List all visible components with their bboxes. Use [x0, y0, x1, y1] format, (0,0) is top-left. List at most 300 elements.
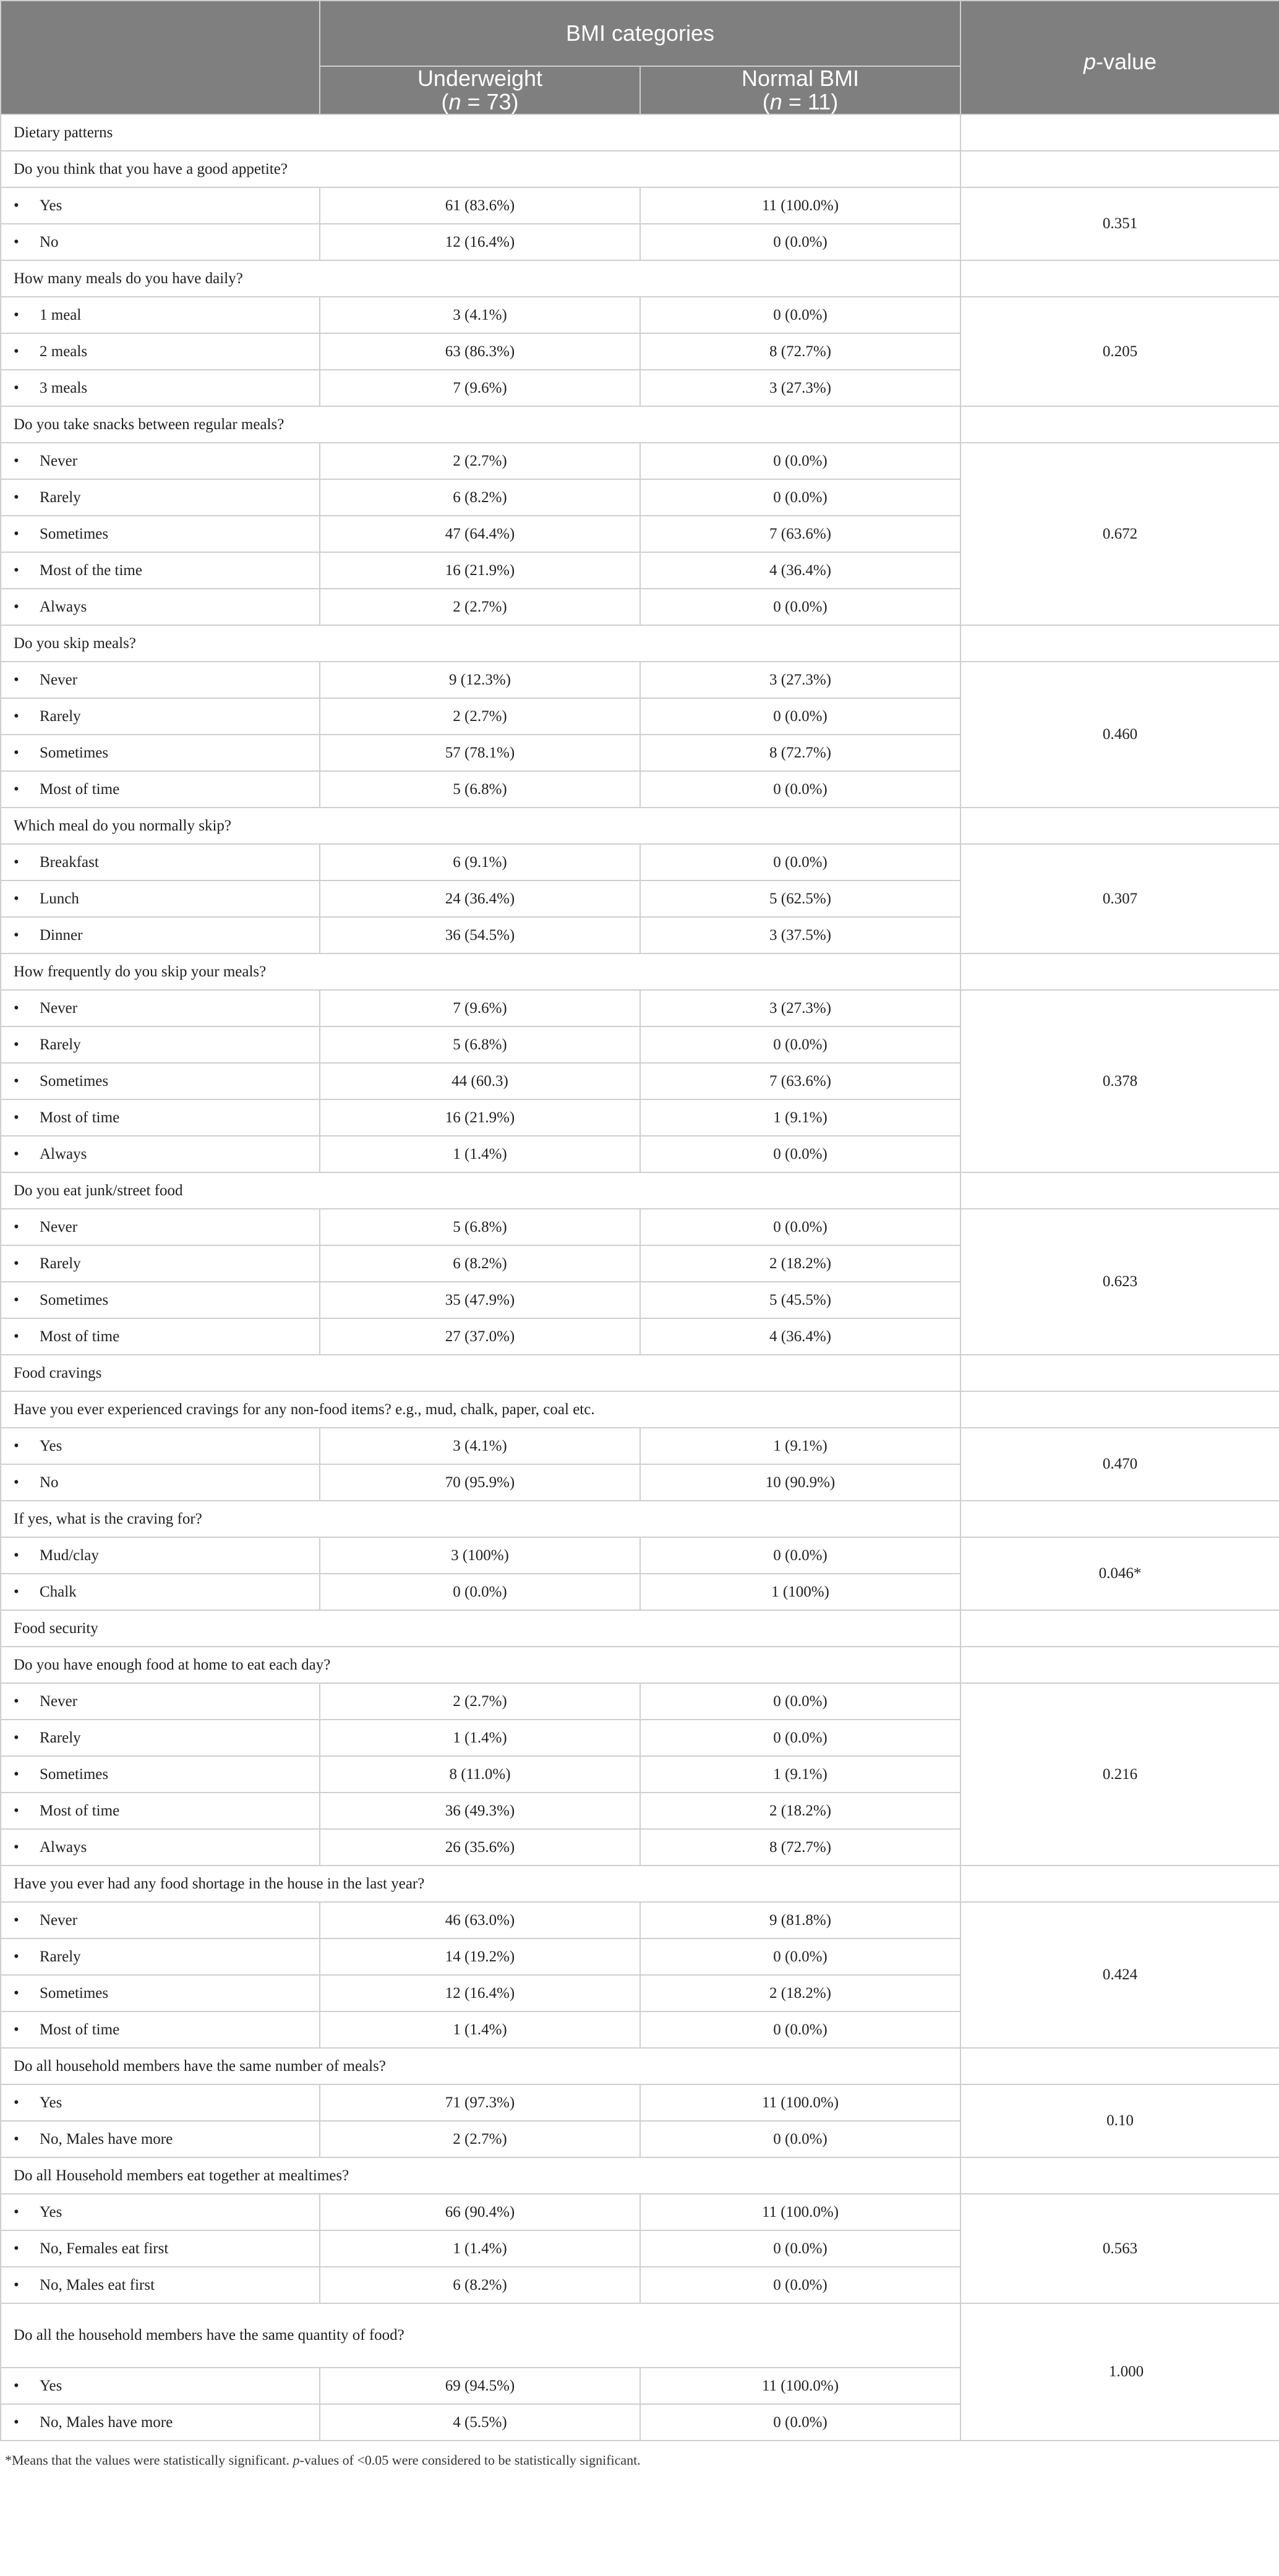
bullet-icon: •	[14, 598, 19, 615]
answer-label: Never	[40, 671, 78, 688]
underweight-value: 16 (21.9%)	[320, 1099, 640, 1136]
answer-label-cell	[1, 2121, 320, 2157]
bullet-icon: •	[14, 1291, 19, 1308]
bullet-icon: •	[14, 452, 19, 469]
footnote-rest: -values of <0.05 were considered to be statistically significant.	[299, 2452, 641, 2468]
normal-bmi-value: 4 (36.4%)	[640, 552, 960, 589]
underweight-value: 2 (2.7%)	[320, 698, 640, 735]
answer-row	[1, 1902, 1279, 1938]
answer-label-cell	[1, 1026, 320, 1063]
question-label: Do you skip meals?	[1, 625, 960, 662]
section-label: Dietary patterns	[1, 114, 960, 151]
bullet-icon: •	[14, 233, 19, 250]
normal-bmi-value: 0 (0.0%)	[640, 2230, 960, 2267]
answer-label: Never	[40, 1911, 78, 1929]
answer-label: Rarely	[40, 1948, 81, 1965]
header-underweight-count: = 73)	[461, 89, 519, 114]
p-value-cell: 0.216	[960, 1683, 1279, 1866]
answer-label: Sometimes	[40, 525, 109, 542]
question-label: How frequently do you skip your meals?	[1, 953, 960, 990]
answer-label-cell	[1, 2011, 320, 2048]
answer-label-cell	[1, 1428, 320, 1464]
question-label: Have you ever had any food shortage in the house in the last year?	[1, 1866, 960, 1902]
question-label: Do all the household members have the same quantity of food?	[1, 2303, 960, 2368]
underweight-value: 1 (1.4%)	[320, 1720, 640, 1756]
answer-label-cell	[1, 479, 320, 516]
answer-label-cell	[1, 1938, 320, 1975]
underweight-value: 1 (1.4%)	[320, 1136, 640, 1172]
empty-p-cell	[960, 151, 1279, 187]
question-row	[1, 1172, 1279, 1209]
answer-label-cell	[1, 370, 320, 406]
answer-label: Rarely	[40, 1255, 81, 1272]
normal-bmi-value: 0 (0.0%)	[640, 2011, 960, 2048]
section-label: Food cravings	[1, 1355, 960, 1391]
normal-bmi-value: 0 (0.0%)	[640, 1938, 960, 1975]
underweight-value: 8 (11.0%)	[320, 1756, 640, 1793]
question-row	[1, 953, 1279, 990]
answer-label: No	[40, 233, 59, 250]
question-row	[1, 1391, 1279, 1428]
empty-p-cell	[960, 1647, 1279, 1683]
answer-label-cell	[1, 443, 320, 479]
answer-label-cell	[1, 1318, 320, 1355]
answer-label: Chalk	[40, 1583, 77, 1600]
answer-label: Sometimes	[40, 1984, 109, 2002]
normal-bmi-value: 5 (62.5%)	[640, 881, 960, 917]
underweight-value: 24 (36.4%)	[320, 881, 640, 917]
normal-bmi-value: 8 (72.7%)	[640, 735, 960, 771]
normal-bmi-value: 0 (0.0%)	[640, 1209, 960, 1245]
bullet-icon: •	[14, 525, 19, 542]
answer-label-cell	[1, 1537, 320, 1574]
answer-label-cell	[1, 1720, 320, 1756]
answer-label-cell	[1, 1099, 320, 1136]
normal-bmi-value: 0 (0.0%)	[640, 589, 960, 625]
answer-row	[1, 443, 1279, 479]
question-label: Do you think that you have a good appetite?	[1, 151, 960, 187]
answer-label-cell	[1, 297, 320, 333]
underweight-value: 9 (12.3%)	[320, 662, 640, 698]
answer-label: Always	[40, 598, 87, 615]
answer-row	[1, 2194, 1279, 2230]
underweight-value: 6 (8.2%)	[320, 2267, 640, 2303]
bullet-icon: •	[14, 1911, 19, 1929]
question-label: Which meal do you normally skip?	[1, 808, 960, 844]
answer-label: Never	[40, 999, 78, 1017]
question-label: Do all Household members eat together at mealtimes?	[1, 2157, 960, 2194]
underweight-value: 16 (21.9%)	[320, 552, 640, 589]
answer-label: Never	[40, 1692, 78, 1710]
bullet-icon: •	[14, 780, 19, 798]
header-underweight-open: (	[441, 89, 449, 114]
underweight-value: 2 (2.7%)	[320, 589, 640, 625]
answer-label: Yes	[40, 2203, 62, 2220]
question-row	[1, 2303, 1279, 2368]
normal-bmi-value: 3 (27.3%)	[640, 370, 960, 406]
answer-row	[1, 844, 1279, 881]
underweight-value: 1 (1.4%)	[320, 2011, 640, 2048]
answer-label-cell	[1, 990, 320, 1026]
underweight-value: 44 (60.3)	[320, 1063, 640, 1099]
question-label: If yes, what is the craving for?	[1, 1501, 960, 1537]
bullet-icon: •	[14, 2130, 19, 2147]
underweight-value: 5 (6.8%)	[320, 1026, 640, 1063]
answer-label-cell	[1, 844, 320, 881]
underweight-value: 2 (2.7%)	[320, 2121, 640, 2157]
normal-bmi-value: 0 (0.0%)	[640, 479, 960, 516]
bullet-icon: •	[14, 1036, 19, 1053]
p-value-cell: 0.470	[960, 1428, 1279, 1501]
p-value-cell: 0.10	[960, 2084, 1279, 2157]
answer-label: Sometimes	[40, 1765, 109, 1783]
bullet-icon: •	[14, 1072, 19, 1090]
underweight-value: 4 (5.5%)	[320, 2404, 640, 2441]
underweight-value: 71 (97.3%)	[320, 2084, 640, 2121]
answer-label-cell	[1, 187, 320, 224]
bullet-icon: •	[14, 1109, 19, 1126]
bullet-icon: •	[14, 2377, 19, 2394]
answer-label-cell	[1, 1464, 320, 1501]
bullet-icon: •	[14, 379, 19, 396]
normal-bmi-value: 1 (9.1%)	[640, 1428, 960, 1464]
bullet-icon: •	[14, 1145, 19, 1162]
underweight-value: 14 (19.2%)	[320, 1938, 640, 1975]
underweight-value: 3 (4.1%)	[320, 1428, 640, 1464]
normal-bmi-value: 2 (18.2%)	[640, 1245, 960, 1282]
underweight-value: 3 (100%)	[320, 1537, 640, 1574]
answer-label: 3 meals	[40, 379, 88, 396]
table-header	[1, 1, 1279, 114]
table-footnote	[0, 2441, 1279, 2468]
normal-bmi-value: 0 (0.0%)	[640, 1537, 960, 1574]
answer-label-cell	[1, 771, 320, 808]
answer-label: Sometimes	[40, 744, 109, 761]
header-normal-count: = 11)	[782, 89, 839, 114]
bullet-icon: •	[14, 1984, 19, 2002]
question-row	[1, 625, 1279, 662]
empty-p-cell	[960, 1866, 1279, 1902]
bullet-icon: •	[14, 2413, 19, 2431]
bullet-icon: •	[14, 1765, 19, 1783]
answer-label-cell	[1, 1136, 320, 1172]
normal-bmi-value: 11 (100.0%)	[640, 2194, 960, 2230]
bullet-icon: •	[14, 1838, 19, 1856]
normal-bmi-value: 11 (100.0%)	[640, 2368, 960, 2404]
bullet-icon: •	[14, 853, 19, 871]
bullet-icon: •	[14, 2021, 19, 2038]
answer-label: No	[40, 1474, 59, 1491]
header-normal-bmi	[640, 66, 960, 114]
answer-row	[1, 297, 1279, 333]
question-row	[1, 406, 1279, 443]
section-label: Food security	[1, 1610, 960, 1647]
underweight-value: 69 (94.5%)	[320, 2368, 640, 2404]
underweight-value: 35 (47.9%)	[320, 1282, 640, 1318]
answer-label: No, Females eat first	[40, 2240, 169, 2257]
answer-label-cell	[1, 881, 320, 917]
normal-bmi-value: 11 (100.0%)	[640, 2084, 960, 2121]
bullet-icon: •	[14, 561, 19, 579]
bullet-icon: •	[14, 488, 19, 506]
answer-label: Sometimes	[40, 1072, 109, 1090]
header-underweight-n: n	[448, 89, 461, 114]
answer-label: Yes	[40, 1437, 62, 1454]
header-bmi-categories: BMI categories	[320, 1, 960, 66]
answer-label-cell	[1, 2230, 320, 2267]
bullet-icon: •	[14, 707, 19, 725]
underweight-value: 12 (16.4%)	[320, 224, 640, 260]
p-value-cell: 0.424	[960, 1902, 1279, 2048]
bullet-icon: •	[14, 2240, 19, 2257]
bullet-icon: •	[14, 1255, 19, 1272]
bullet-icon: •	[14, 197, 19, 214]
normal-bmi-value: 8 (72.7%)	[640, 1829, 960, 1866]
normal-bmi-value: 3 (27.3%)	[640, 662, 960, 698]
normal-bmi-value: 1 (9.1%)	[640, 1099, 960, 1136]
answer-label: Most of time	[40, 1328, 120, 1345]
answer-label-cell	[1, 516, 320, 552]
normal-bmi-value: 0 (0.0%)	[640, 1683, 960, 1720]
answer-label: Most of time	[40, 1109, 120, 1126]
footnote-lead: *Means that the values were statistically significant.	[5, 2452, 293, 2468]
p-value-cell: 0.563	[960, 2194, 1279, 2303]
question-row	[1, 2048, 1279, 2084]
empty-p-cell	[960, 406, 1279, 443]
answer-label-cell	[1, 1975, 320, 2011]
underweight-value: 6 (8.2%)	[320, 479, 640, 516]
underweight-value: 66 (90.4%)	[320, 2194, 640, 2230]
empty-p-cell	[960, 1355, 1279, 1391]
empty-p-cell	[960, 1610, 1279, 1647]
normal-bmi-value: 1 (9.1%)	[640, 1756, 960, 1793]
question-label: How many meals do you have daily?	[1, 260, 960, 297]
empty-p-cell	[960, 808, 1279, 844]
answer-label: Dinner	[40, 926, 83, 944]
underweight-value: 61 (83.6%)	[320, 187, 640, 224]
header-p-italic: p	[1083, 49, 1096, 74]
answer-label: Never	[40, 1218, 78, 1235]
question-row	[1, 1501, 1279, 1537]
p-value-cell: 0.460	[960, 662, 1279, 808]
bullet-icon: •	[14, 890, 19, 907]
underweight-value: 0 (0.0%)	[320, 1574, 640, 1610]
p-value-cell: 0.623	[960, 1209, 1279, 1355]
bullet-icon: •	[14, 1692, 19, 1710]
underweight-value: 57 (78.1%)	[320, 735, 640, 771]
underweight-value: 2 (2.7%)	[320, 1683, 640, 1720]
normal-bmi-value: 0 (0.0%)	[640, 297, 960, 333]
question-label: Do you have enough food at home to eat each day?	[1, 1647, 960, 1683]
underweight-value: 5 (6.8%)	[320, 1209, 640, 1245]
answer-row	[1, 1428, 1279, 1464]
answer-label: No, Males eat first	[40, 2276, 155, 2293]
bullet-icon: •	[14, 1218, 19, 1235]
answer-label: Most of time	[40, 780, 120, 798]
bullet-icon: •	[14, 1583, 19, 1600]
question-row	[1, 260, 1279, 297]
answer-label: Never	[40, 452, 78, 469]
answer-label-cell	[1, 552, 320, 589]
answer-label: 2 meals	[40, 343, 88, 360]
empty-p-cell	[960, 260, 1279, 297]
answer-row	[1, 990, 1279, 1026]
answer-label-cell	[1, 662, 320, 698]
bullet-icon: •	[14, 2094, 19, 2111]
answer-label: Most of time	[40, 1802, 120, 1819]
answer-row	[1, 1209, 1279, 1245]
normal-bmi-value: 5 (45.5%)	[640, 1282, 960, 1318]
answer-row	[1, 1683, 1279, 1720]
answer-label-cell	[1, 1756, 320, 1793]
empty-p-cell	[960, 2048, 1279, 2084]
table-body	[1, 114, 1279, 2441]
answer-label-cell	[1, 1245, 320, 1282]
answer-label: Rarely	[40, 1729, 81, 1746]
normal-bmi-value: 7 (63.6%)	[640, 516, 960, 552]
answer-label: Most of the time	[40, 561, 142, 579]
normal-bmi-value: 0 (0.0%)	[640, 1026, 960, 1063]
answer-label-cell	[1, 1282, 320, 1318]
question-label: Do you take snacks between regular meals?	[1, 406, 960, 443]
bullet-icon: •	[14, 1729, 19, 1746]
answer-label: Lunch	[40, 890, 79, 907]
underweight-value: 70 (95.9%)	[320, 1464, 640, 1501]
footnote-p: p	[293, 2452, 300, 2468]
normal-bmi-value: 0 (0.0%)	[640, 224, 960, 260]
header-blank-cell	[1, 1, 320, 114]
underweight-value: 27 (37.0%)	[320, 1318, 640, 1355]
section-row	[1, 1610, 1279, 1647]
answer-row	[1, 1537, 1279, 1574]
bullet-icon: •	[14, 306, 19, 323]
bullet-icon: •	[14, 671, 19, 688]
empty-p-cell	[960, 2157, 1279, 2194]
p-value-cell: 0.046*	[960, 1537, 1279, 1610]
answer-label-cell	[1, 1793, 320, 1829]
answer-label: Rarely	[40, 707, 81, 725]
answer-label-cell	[1, 1063, 320, 1099]
question-row	[1, 151, 1279, 187]
underweight-value: 7 (9.6%)	[320, 370, 640, 406]
underweight-value: 63 (86.3%)	[320, 333, 640, 370]
underweight-value: 47 (64.4%)	[320, 516, 640, 552]
p-value-cell: 0.378	[960, 990, 1279, 1172]
answer-label-cell	[1, 2404, 320, 2441]
answer-label-cell	[1, 1683, 320, 1720]
p-value-cell: 0.672	[960, 443, 1279, 625]
answer-label-cell	[1, 735, 320, 771]
answer-label-cell	[1, 1902, 320, 1938]
normal-bmi-value: 0 (0.0%)	[640, 844, 960, 881]
answer-label: Yes	[40, 2094, 62, 2111]
bullet-icon: •	[14, 2203, 19, 2220]
underweight-value: 26 (35.6%)	[320, 1829, 640, 1866]
normal-bmi-value: 2 (18.2%)	[640, 1793, 960, 1829]
normal-bmi-value: 9 (81.8%)	[640, 1902, 960, 1938]
answer-label: Yes	[40, 2377, 62, 2394]
header-normal-n: n	[769, 89, 782, 114]
header-normal-open: (	[762, 89, 770, 114]
empty-p-cell	[960, 1391, 1279, 1428]
question-label: Do all household members have the same number of meals?	[1, 2048, 960, 2084]
underweight-value: 3 (4.1%)	[320, 297, 640, 333]
answer-label: Yes	[40, 197, 62, 214]
answer-label-cell	[1, 1829, 320, 1866]
empty-p-cell	[960, 114, 1279, 151]
answer-row	[1, 187, 1279, 224]
answer-label-cell	[1, 698, 320, 735]
normal-bmi-value: 7 (63.6%)	[640, 1063, 960, 1099]
answer-label: Always	[40, 1145, 87, 1162]
underweight-value: 36 (49.3%)	[320, 1793, 640, 1829]
answer-label: No, Males have more	[40, 2413, 173, 2431]
normal-bmi-value: 0 (0.0%)	[640, 1136, 960, 1172]
header-underweight	[320, 66, 640, 114]
answer-label-cell	[1, 333, 320, 370]
bullet-icon: •	[14, 1948, 19, 1965]
header-p-value	[960, 1, 1279, 114]
normal-bmi-value: 3 (27.3%)	[640, 990, 960, 1026]
bullet-icon: •	[14, 1328, 19, 1345]
normal-bmi-value: 10 (90.9%)	[640, 1464, 960, 1501]
bullet-icon: •	[14, 926, 19, 944]
answer-label-cell	[1, 2084, 320, 2121]
underweight-value: 6 (9.1%)	[320, 844, 640, 881]
underweight-value: 1 (1.4%)	[320, 2230, 640, 2267]
underweight-value: 12 (16.4%)	[320, 1975, 640, 2011]
underweight-value: 6 (8.2%)	[320, 1245, 640, 1282]
underweight-value: 7 (9.6%)	[320, 990, 640, 1026]
answer-label: Sometimes	[40, 1291, 109, 1308]
normal-bmi-value: 4 (36.4%)	[640, 1318, 960, 1355]
bullet-icon: •	[14, 343, 19, 360]
answer-label: Mud/clay	[40, 1546, 99, 1564]
bullet-icon: •	[14, 1802, 19, 1819]
bullet-icon: •	[14, 1546, 19, 1564]
p-value-cell: 0.351	[960, 187, 1279, 260]
normal-bmi-value: 0 (0.0%)	[640, 443, 960, 479]
question-row	[1, 1647, 1279, 1683]
underweight-value: 46 (63.0%)	[320, 1902, 640, 1938]
normal-bmi-value: 8 (72.7%)	[640, 333, 960, 370]
answer-label-cell	[1, 1574, 320, 1610]
bullet-icon: •	[14, 744, 19, 761]
answer-label: Always	[40, 1838, 87, 1856]
answer-label-cell	[1, 2267, 320, 2303]
bullet-icon: •	[14, 1437, 19, 1454]
question-row	[1, 1866, 1279, 1902]
p-value-cell: 0.307	[960, 844, 1279, 953]
underweight-value: 5 (6.8%)	[320, 771, 640, 808]
answer-label-cell	[1, 1209, 320, 1245]
normal-bmi-value: 0 (0.0%)	[640, 698, 960, 735]
answer-label-cell	[1, 224, 320, 260]
p-value-cell: 1.000	[960, 2303, 1279, 2441]
normal-bmi-value: 1 (100%)	[640, 1574, 960, 1610]
empty-p-cell	[960, 953, 1279, 990]
empty-p-cell	[960, 1501, 1279, 1537]
answer-label-cell	[1, 589, 320, 625]
answer-label-cell	[1, 917, 320, 953]
bullet-icon: •	[14, 999, 19, 1017]
answer-label: Breakfast	[40, 853, 99, 871]
section-row	[1, 1355, 1279, 1391]
normal-bmi-value: 3 (37.5%)	[640, 917, 960, 953]
p-value-cell: 0.205	[960, 297, 1279, 406]
normal-bmi-value: 0 (0.0%)	[640, 2404, 960, 2441]
bullet-icon: •	[14, 2276, 19, 2293]
